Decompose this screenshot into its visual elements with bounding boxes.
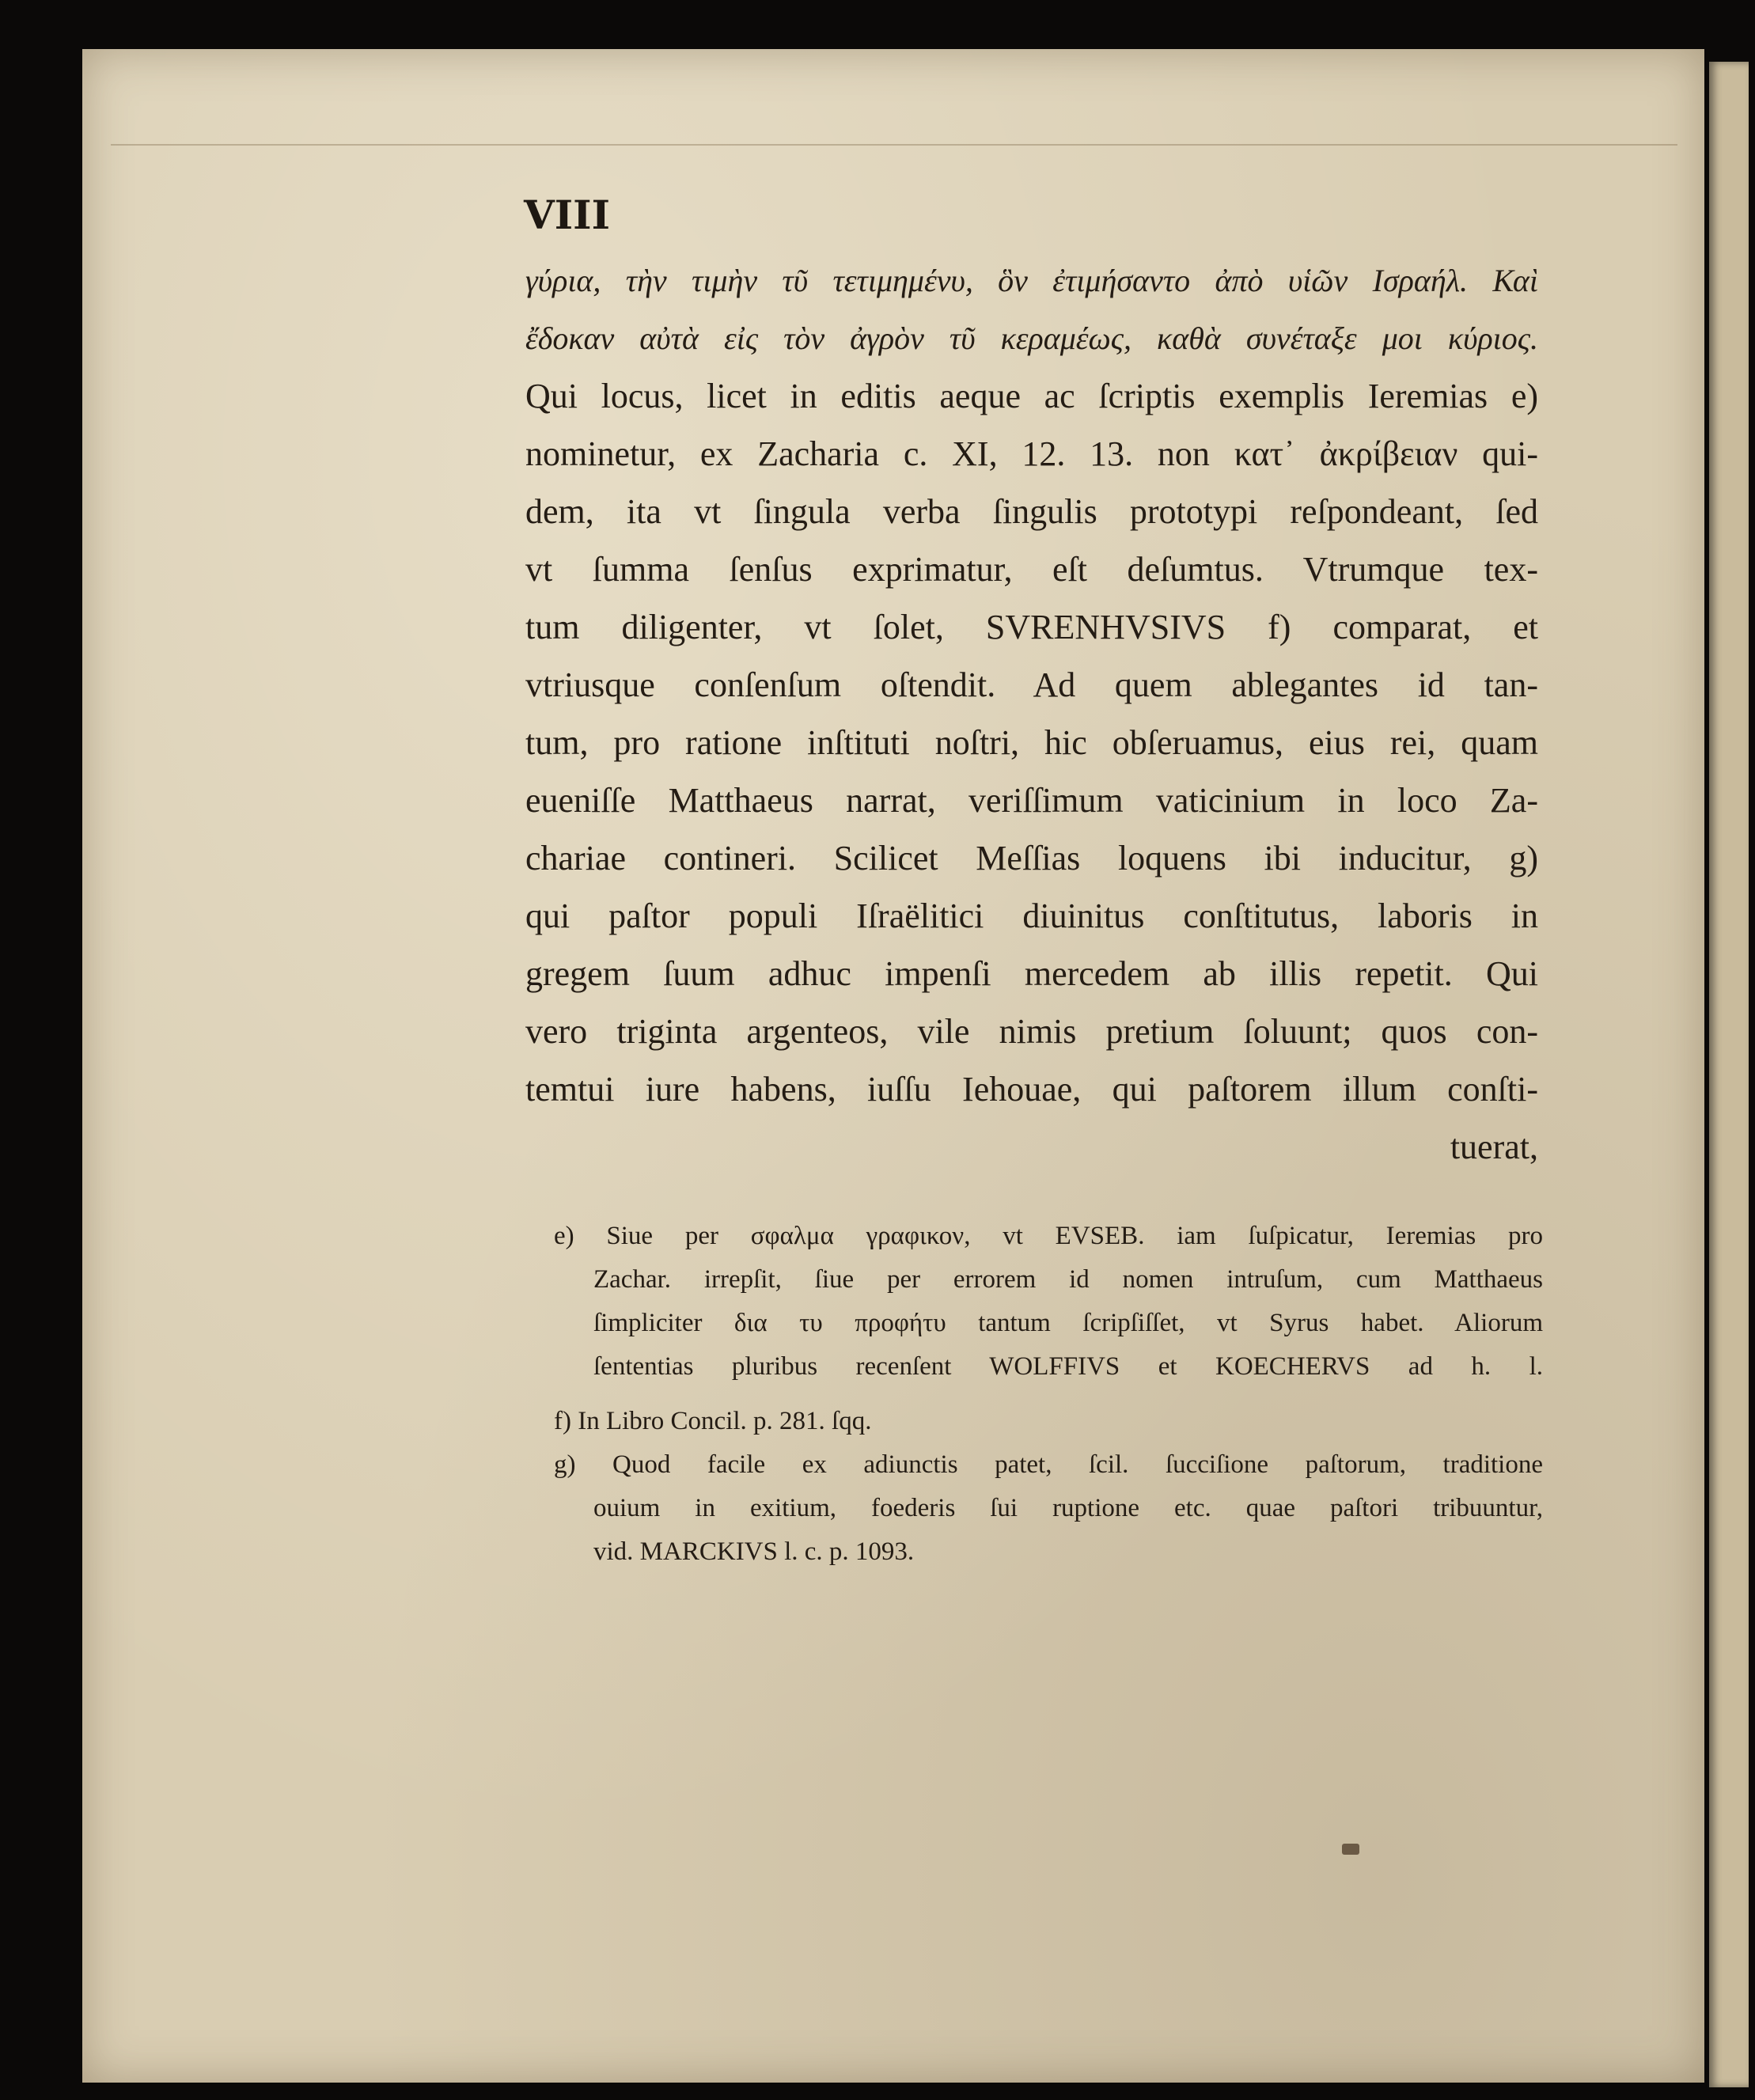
footnote-f-line: f) In Libro Concil. p. 281. ſqq. [554, 1407, 872, 1435]
footnote-g-line: ouium in exitium, foederis ſui ruptione etc. quae paſtori tribuuntur, [593, 1494, 1543, 1522]
body-line: tum diligenter, vt ſolet, SVRENHVSIVS f) comparat, et [525, 608, 1538, 646]
footnote-e-line: ſimpliciter δια τυ προφήτυ tantum ſcripſiſſet, vt Syrus habet. Aliorum [593, 1309, 1543, 1337]
page-fold-line [111, 95, 1677, 146]
body-line-greek-1: γύρια, τὴν τιμὴν τῦ τετιμημένυ, ὃν ἐτιμήσαντο ἀπὸ υἱῶν Ισραήλ. Καὶ [525, 263, 1538, 298]
body-line: dem, ita vt ſingula verba ſingulis prototypi reſpondeant, ſed [525, 492, 1538, 531]
body-line: temtui iure habens, iuſſu Iehouae, qui paſtorem illum conſti- [525, 1070, 1538, 1109]
body-line: chariae contineri. Scilicet Meſſias loquens ibi inducitur, g) [525, 839, 1538, 878]
body-line: gregem ſuum adhuc impenſi mercedem ab illis repetit. Qui [525, 954, 1538, 993]
footnote-e-line: Zachar. irrepſit, ſiue per errorem id nomen intruſum, cum Matthaeus [593, 1265, 1543, 1294]
body-line: vt ſumma ſenſus exprimatur, eſt deſumtus. Vtrumque tex- [525, 550, 1538, 589]
body-line: eueniſſe Matthaeus narrat, veriſſimum vaticinium in loco Za- [525, 781, 1538, 820]
paper-blemish [1342, 1844, 1359, 1855]
footnotes [554, 1215, 1543, 1574]
body-line: vtriusque conſenſum oſtendit. Ad quem ablegantes id tan- [525, 665, 1538, 704]
body-line-last: tuerat, [1450, 1128, 1538, 1166]
body-line: nominetur, ex Zacharia c. XI, 12. 13. non κατ᾽ ἀκρίβειαν qui- [525, 434, 1538, 473]
footnote-e-line: e) Siue per σφαλμα γραφικον, vt EVSEB. iam ſuſpicatur, Ieremias pro [554, 1222, 1543, 1250]
footnote-g-line: vid. MARCKIVS l. c. p. 1093. [593, 1537, 915, 1566]
footnote-g-line: g) Quod facile ex adiunctis patet, ſcil. ſucciſione paſtorum, traditione [554, 1450, 1543, 1479]
body-text [525, 252, 1538, 1176]
body-line: vero triginta argenteos, vile nimis pretium ſoluunt; quos con- [525, 1012, 1538, 1051]
body-line-greek-2: ἔδοκαν αὐτὰ εἰς τὸν ἀγρὸν τῦ κεραμέως, καθὰ συνέταξε μοι κύριος. [525, 320, 1538, 356]
adjacent-page-edge [1709, 62, 1749, 2087]
footnote-e-line: ſententias pluribus recenſent WOLFFIVS et KOECHERVS ad h. l. [593, 1352, 1543, 1381]
body-line: qui paſtor populi Iſraëlitici diuinitus conſtitutus, laboris in [525, 896, 1538, 935]
page-number: VIII [524, 191, 610, 238]
body-line: Qui locus, licet in editis aeque ac ſcriptis exemplis Ieremias e) [525, 377, 1538, 415]
body-line: tum, pro ratione inſtituti noſtri, hic obſeruamus, eius rei, quam [525, 723, 1538, 762]
